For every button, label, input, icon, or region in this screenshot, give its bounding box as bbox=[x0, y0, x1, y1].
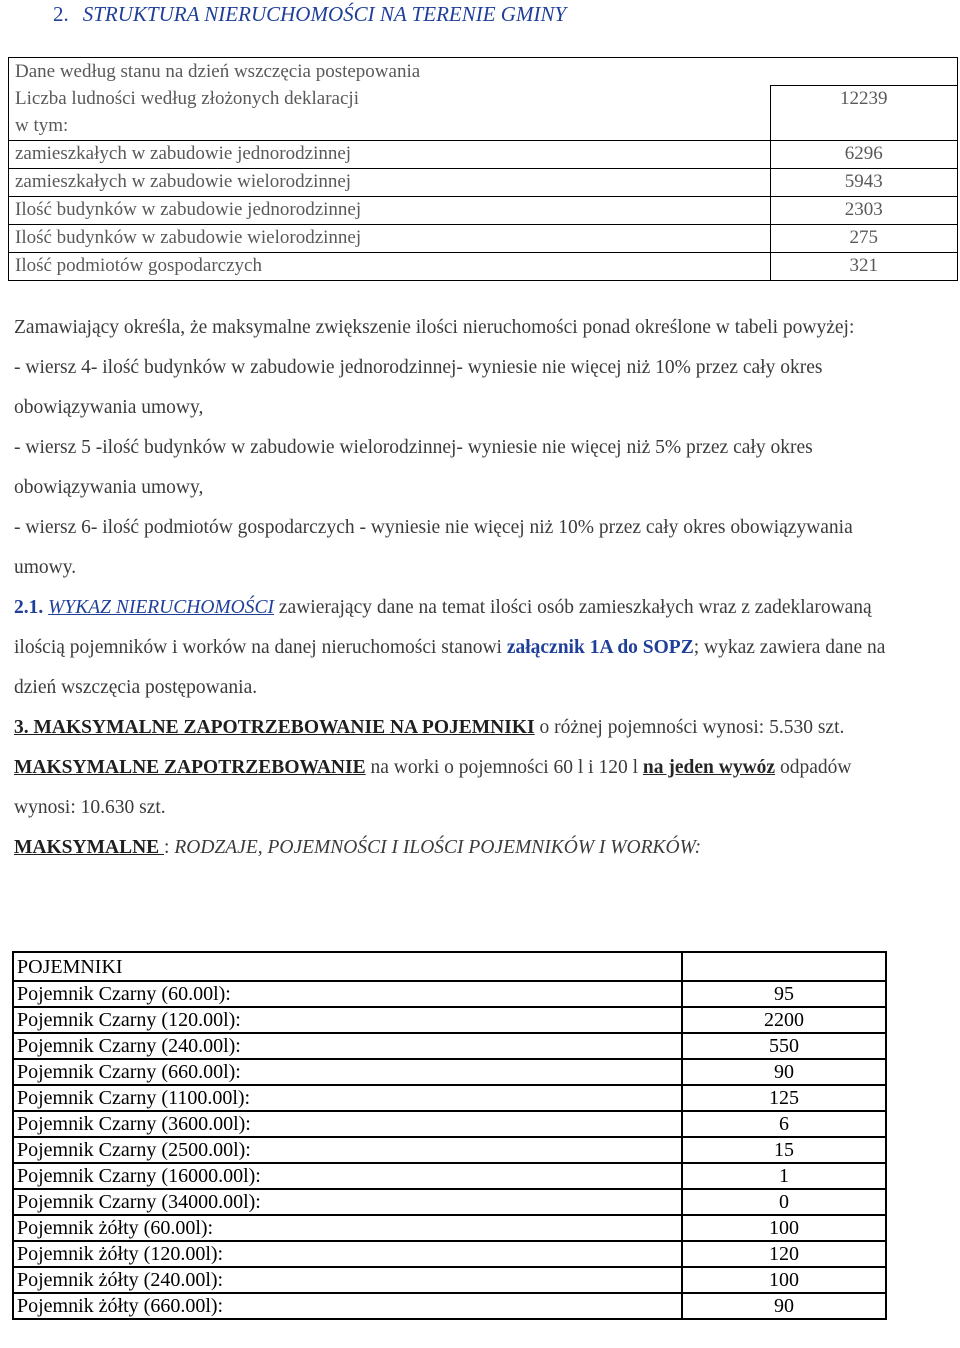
section-title: STRUKTURA NIERUCHOMOŚCI NA TERENIE GMINY bbox=[82, 2, 567, 26]
bin-quantity: 100 bbox=[682, 1267, 886, 1293]
table-row bbox=[13, 1293, 886, 1319]
bin-name: Pojemnik Czarny (1100.00l): bbox=[13, 1085, 682, 1111]
bin-name: Pojemnik żółty (240.00l): bbox=[13, 1267, 682, 1293]
bags-text: na worki o pojemności 60 l i 120 l bbox=[365, 757, 643, 778]
bin-name: Pojemnik Czarny (3600.00l): bbox=[13, 1111, 682, 1137]
bin-name: Pojemnik żółty (120.00l): bbox=[13, 1241, 682, 1267]
limit-line-2: - wiersz 5 -ilość budynków w zabudowie wielorodzinnej- wyniesie nie więcej niż 5% przez cały okres obowiązywania umowy, bbox=[14, 437, 813, 498]
bin-quantity: 1 bbox=[682, 1163, 886, 1189]
table-row bbox=[13, 1085, 886, 1111]
max-label: MAKSYMALNE bbox=[14, 837, 165, 858]
bins-table-header: POJEMNIKI bbox=[13, 952, 682, 981]
bin-quantity: 2200 bbox=[682, 1007, 886, 1033]
structure-table bbox=[8, 57, 958, 281]
max-types-title: RODZAJE, POJEMNOŚCI I ILOŚCI POJEMNIKÓW I WORKÓW: bbox=[174, 837, 702, 858]
bin-quantity: 90 bbox=[682, 1293, 886, 1319]
row-value: 5943 bbox=[770, 168, 957, 196]
table-row bbox=[13, 1033, 886, 1059]
bin-name: Pojemnik Czarny (34000.00l): bbox=[13, 1189, 682, 1215]
structure-table-header: Dane według stanu na dzień wszczęcia postepowania bbox=[9, 58, 958, 86]
bags-end: odpadów wynosi: 10.630 szt. bbox=[14, 757, 852, 818]
section-2-1-paragraph bbox=[14, 588, 914, 708]
row-value: 2303 bbox=[770, 196, 957, 224]
table-row bbox=[13, 1189, 886, 1215]
bin-quantity: 95 bbox=[682, 981, 886, 1007]
section-number: 2. bbox=[53, 2, 69, 26]
table-row bbox=[13, 981, 886, 1007]
bin-quantity: 120 bbox=[682, 1241, 886, 1267]
row-label: Ilość budynków w zabudowie jednorodzinnej bbox=[9, 196, 771, 224]
bags-emphasis: na jeden wywóz bbox=[642, 757, 776, 778]
bin-quantity: 100 bbox=[682, 1215, 886, 1241]
bin-quantity: 90 bbox=[682, 1059, 886, 1085]
row-label: Ilość budynków w zabudowie wielorodzinnej bbox=[9, 224, 771, 252]
bags-title: MAKSYMALNE ZAPOTRZEBOWANIE bbox=[14, 757, 366, 778]
population-label: Liczba ludności według złożonych deklaracji bbox=[9, 86, 771, 113]
section-3-text: o różnej pojemności wynosi: 5.530 szt. bbox=[534, 717, 845, 738]
table-row bbox=[13, 1137, 886, 1163]
table-row bbox=[9, 168, 958, 196]
bins-table bbox=[12, 951, 887, 1320]
table-row bbox=[9, 196, 958, 224]
document-body bbox=[14, 308, 914, 868]
section-3-paragraph bbox=[14, 708, 914, 748]
row-label: zamieszkałych w zabudowie jednorodzinnej bbox=[9, 140, 771, 168]
limit-line-1: - wiersz 4- ilość budynków w zabudowie jednorodzinnej- wyniesie nie więcej niż 10% przez cały okres obowiązywania umowy, bbox=[14, 357, 823, 418]
bags-paragraph bbox=[14, 748, 914, 828]
bin-name: Pojemnik Czarny (120.00l): bbox=[13, 1007, 682, 1033]
row-label: Ilość podmiotów gospodarczych bbox=[9, 252, 771, 280]
section-2-1-end: ; wykaz zawiera dane na dzień wszczęcia postępowania. bbox=[14, 637, 886, 698]
table-row bbox=[13, 1111, 886, 1137]
bins-table-header-empty bbox=[682, 952, 886, 981]
row-value: 275 bbox=[770, 224, 957, 252]
table-row bbox=[9, 224, 958, 252]
section-3-title: 3. MAKSYMALNE ZAPOTRZEBOWANIE NA POJEMNIKI bbox=[14, 717, 535, 738]
bin-name: Pojemnik Czarny (16000.00l): bbox=[13, 1163, 682, 1189]
table-row bbox=[13, 1241, 886, 1267]
bin-name: Pojemnik Czarny (60.00l): bbox=[13, 981, 682, 1007]
bin-quantity: 550 bbox=[682, 1033, 886, 1059]
section-2-1-title: WYKAZ NIERUCHOMOŚCI bbox=[48, 597, 275, 618]
bin-name: Pojemnik Czarny (2500.00l): bbox=[13, 1137, 682, 1163]
bin-name: Pojemnik żółty (660.00l): bbox=[13, 1293, 682, 1319]
bin-quantity: 125 bbox=[682, 1085, 886, 1111]
bin-name: Pojemnik Czarny (240.00l): bbox=[13, 1033, 682, 1059]
table-row bbox=[13, 1267, 886, 1293]
section-2-1-number: 2.1. bbox=[14, 597, 44, 618]
section-heading bbox=[53, 2, 566, 27]
intro-paragraph: Zamawiający określa, że maksymalne zwiększenie ilości nieruchomości ponad określone w tabeli powyżej: bbox=[14, 317, 855, 338]
row-label: zamieszkałych w zabudowie wielorodzinnej bbox=[9, 168, 771, 196]
limit-line-3: - wiersz 6- ilość podmiotów gospodarczych - wyniesie nie więcej niż 10% przez cały okres obowiązywania umowy. bbox=[14, 517, 853, 578]
bin-quantity: 0 bbox=[682, 1189, 886, 1215]
bin-quantity: 15 bbox=[682, 1137, 886, 1163]
table-row bbox=[13, 1163, 886, 1189]
bin-name: Pojemnik Czarny (660.00l): bbox=[13, 1059, 682, 1085]
max-colon: : bbox=[164, 837, 175, 858]
bin-quantity: 6 bbox=[682, 1111, 886, 1137]
table-row bbox=[9, 252, 958, 280]
structure-subheader: w tym: bbox=[9, 113, 771, 141]
attachment-1a-link[interactable]: załącznik 1A do SOPZ bbox=[506, 637, 694, 658]
section-2-1-text: zawierający dane na temat ilości osób zamieszkałych wraz z zadeklarowaną ilością pojemników i worków na danej nieruchomości stanowi bbox=[14, 597, 872, 658]
row-value: 6296 bbox=[770, 140, 957, 168]
table-row bbox=[9, 140, 958, 168]
table-row bbox=[13, 1007, 886, 1033]
row-value: 321 bbox=[770, 252, 957, 280]
max-types-paragraph bbox=[14, 828, 914, 868]
table-row bbox=[13, 1059, 886, 1085]
population-value: 12239 bbox=[770, 86, 957, 141]
bin-name: Pojemnik żółty (60.00l): bbox=[13, 1215, 682, 1241]
table-row bbox=[13, 1215, 886, 1241]
